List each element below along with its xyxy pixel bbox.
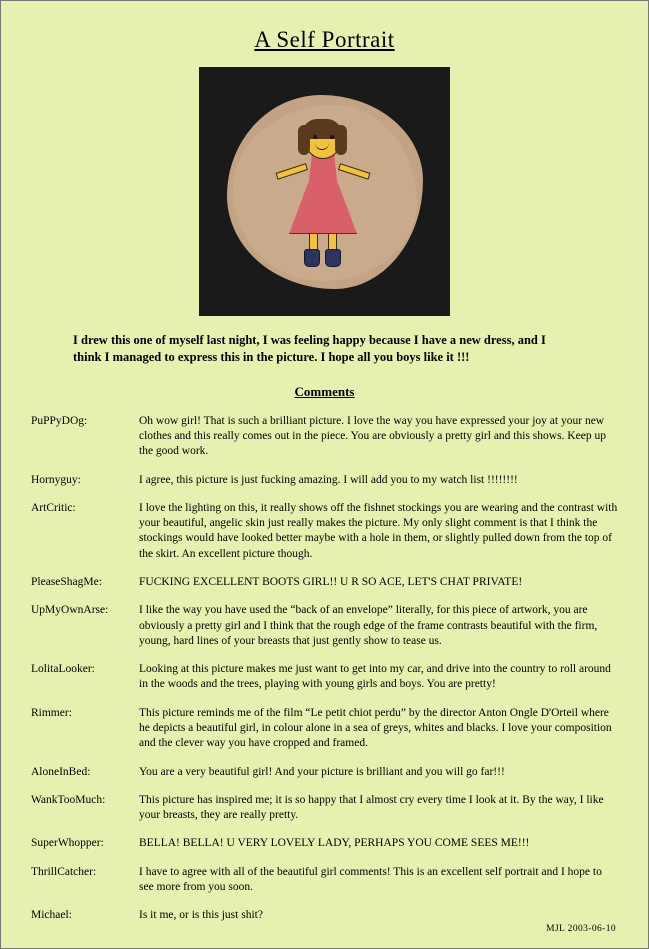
comment-row <box>31 765 618 793</box>
girl-figure-drawing <box>275 123 375 271</box>
right-arm <box>338 163 371 180</box>
comment-author: PuPPyDOg: <box>31 414 88 427</box>
artwork-container <box>31 67 618 316</box>
footer-credit: MJL 2003-06-10 <box>546 924 616 934</box>
comment-author: Michael: <box>31 909 72 922</box>
comment-text: BELLA! BELLA! U VERY LOVELY LADY, PERHAPS YOU COME SEES ME!!! <box>139 837 530 850</box>
self-portrait-image <box>199 67 450 316</box>
comment-text: FUCKING EXCELLENT BOOTS GIRL!! U R SO ACE, LET'S CHAT PRIVATE! <box>139 576 523 588</box>
comment-row <box>31 473 618 501</box>
comment-author: UpMyOwnArse: <box>31 604 109 617</box>
comment-text: Is it me, or is this just shit? <box>139 909 263 922</box>
comment-row <box>31 662 618 706</box>
comments-heading: Comments <box>294 383 355 399</box>
comment-text: You are a very beautiful girl! And your picture is brilliant and you will go far!!! <box>139 765 505 778</box>
comment-author: WankTooMuch: <box>31 793 106 806</box>
comment-author: Rimmer: <box>31 706 72 719</box>
comment-row <box>31 865 618 909</box>
comment-row <box>31 836 618 864</box>
comment-text: This picture reminds me of the film “Le petit chiot perdu” by the director Anton Ongle D'Orteil where he depicts a beautiful girl, in colour alone in a sea of greys, whites and blacks. I love your composition and the clever way you have cropped and framed. <box>139 706 612 750</box>
comment-author: ArtCritic: <box>31 501 76 514</box>
comment-text: I agree, this picture is just fucking amazing. I will add you to my watch list !!!!!!!! <box>139 473 518 486</box>
left-eye <box>313 135 317 139</box>
comment-row <box>31 501 618 575</box>
dress-skirt-shape <box>289 183 357 234</box>
comment-row <box>31 414 618 473</box>
artwork-caption: I drew this one of myself last night, I was feeling happy because I have a new dress, and I think I managed to express this in the picture. I hope all you boys like it !!! <box>73 333 546 364</box>
comment-author: ThrillCatcher: <box>31 865 97 878</box>
comment-row <box>31 793 618 837</box>
comment-row <box>31 575 618 603</box>
comment-text: Looking at this picture makes me just want to get into my car, and drive into the country to roll around in the woods and the trees, playing with young girls and boys. You are pretty! <box>139 663 611 691</box>
right-boot <box>325 249 341 267</box>
comments-table <box>31 414 618 937</box>
hair-left <box>298 125 310 155</box>
left-arm <box>275 163 308 180</box>
comment-author: LolitaLooker: <box>31 663 95 676</box>
comment-text: I have to agree with all of the beautiful girl comments! This is an excellent self portrait and I hope to see more from you soon. <box>139 865 602 893</box>
comment-author: Hornyguy: <box>31 473 81 486</box>
comment-author: AloneInBed: <box>31 765 91 778</box>
comment-text: I like the way you have used the “back of an envelope” literally, for this piece of artwork, you are obviously a pretty girl and I think that the rough edge of the frame contrasts beautiful with the firm, young, hard lines of your breasts that just gently show to tease us. <box>139 604 598 647</box>
hair-right <box>335 125 347 155</box>
comment-row <box>31 908 618 936</box>
page-title: A Self Portrait <box>254 27 395 52</box>
left-boot <box>304 249 320 267</box>
comment-row <box>31 706 618 765</box>
comment-row <box>31 603 618 662</box>
comment-author: SuperWhopper: <box>31 837 104 850</box>
right-eye <box>330 135 334 139</box>
comment-text: Oh wow girl! That is such a brilliant picture. I love the way you have expressed your joy at your new clothes and this really comes out in the piece. You are obviously a pretty girl and this shows. Keep up the good work. <box>139 414 606 458</box>
comment-text: This picture has inspired me; it is so happy that I almost cry every time I look at it. By the way, I like your breasts, they are really pretty. <box>139 793 604 822</box>
comment-text: I love the lighting on this, it really shows off the fishnet stockings you are wearing and the contrast with your beautiful, angelic skin just really makes the picture. My only slight comment is that I think the stockings would have looked better maybe with a hole in them, or slightly pulled down from the top of the skirt. An excellent picture though. <box>139 501 618 560</box>
comment-author: PleaseShagMe: <box>31 576 102 588</box>
